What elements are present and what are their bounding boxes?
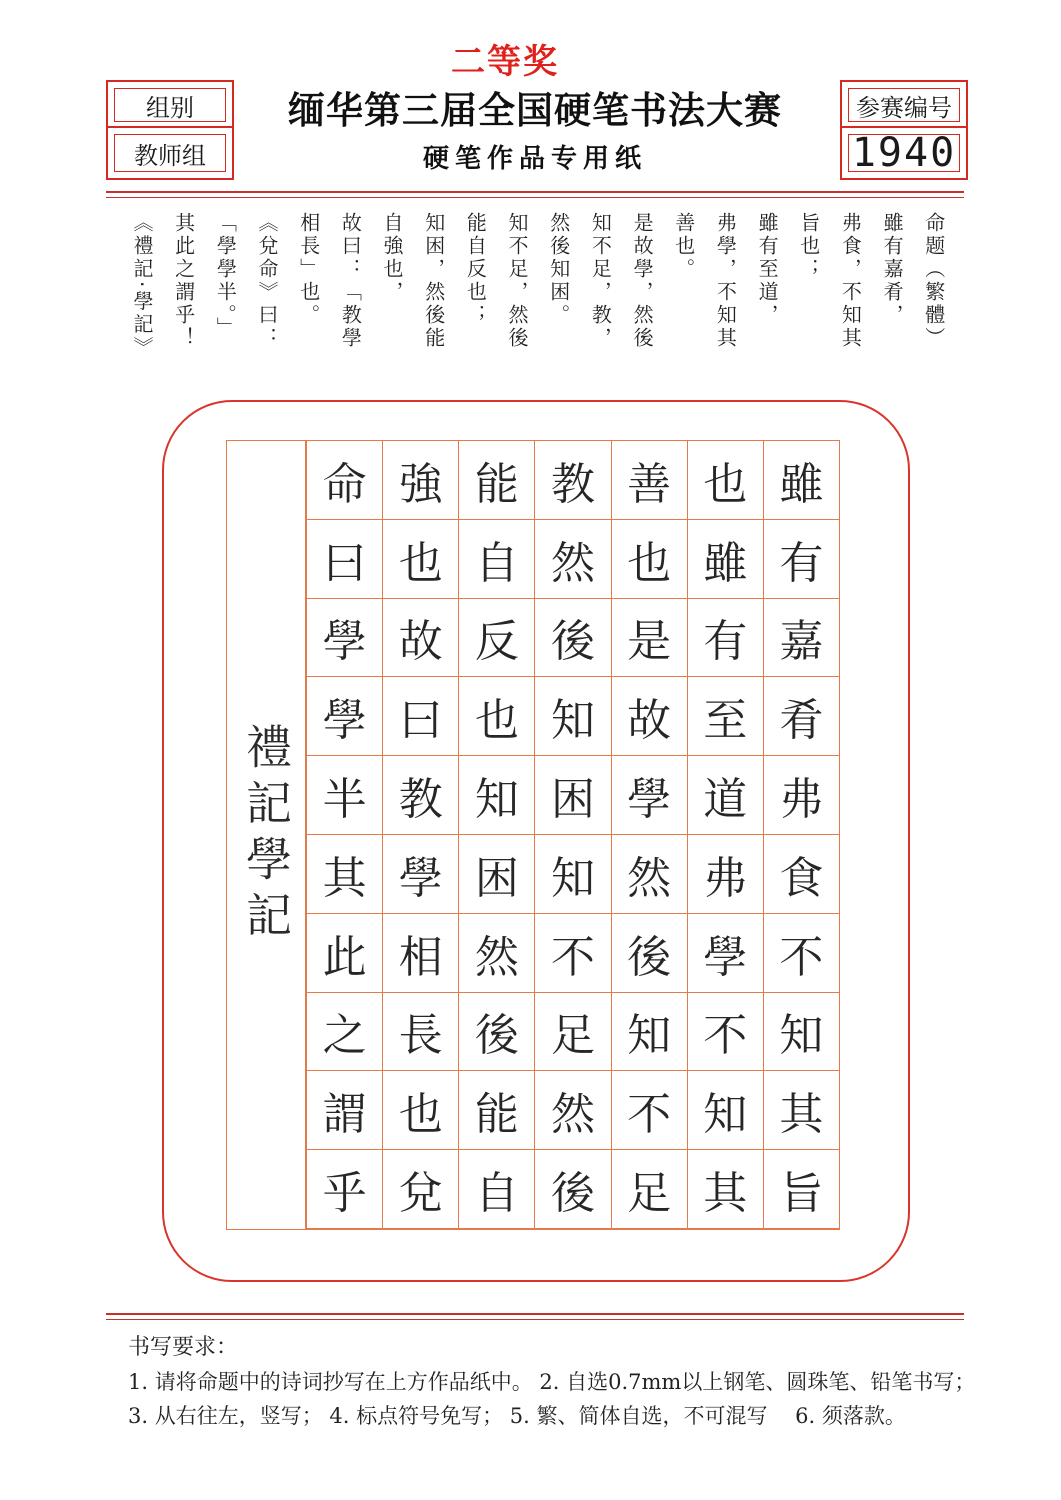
grid-cell: 不 [611,1071,687,1150]
calligraphy-grid [306,441,839,1229]
grid-cell: 學 [611,756,687,835]
grid-cell: 後 [534,599,610,678]
grid-cell: 然 [458,914,534,993]
header-rule-thin [106,197,964,198]
grid-cell: 能 [458,1071,534,1150]
prompt-column: 《禮記·學記》 [130,212,154,360]
grid-cell: 有 [687,599,763,678]
grid-cell: 學 [382,835,458,914]
footer-rule-thin [106,1319,964,1320]
grid-cell: 弗 [687,835,763,914]
prompt-column: 故曰：「教學 [338,212,363,350]
prompt-column: 然後知困。 [546,212,571,327]
grid-cell: 嘉 [763,599,839,678]
grid-cell: 學 [306,677,382,756]
grid-cell: 學 [687,914,763,993]
grid-cell: 相 [382,914,458,993]
grid-cell: 至 [687,677,763,756]
grid-cell: 弗 [763,756,839,835]
grid-cell: 其 [763,1071,839,1150]
grid-cell: 教 [382,756,458,835]
prompt-column: 知困，然後能 [421,212,446,350]
grid-cell: 道 [687,756,763,835]
grid-cell: 困 [458,835,534,914]
grid-cell: 乎 [306,1150,382,1229]
grid-cell: 食 [763,835,839,914]
prompt-text [128,212,948,392]
grid-cell: 故 [382,599,458,678]
grid-cell: 也 [611,520,687,599]
grid-cell: 也 [382,520,458,599]
requirements-line-2: 3. 从右往左，竖写； 4. 标点符号免写； 5. 繁、简体自选，不可混写 6. 须落款。 [128,1404,906,1428]
prompt-column: 「學學半。」 [213,212,238,340]
grid-cell: 雖 [763,441,839,520]
prompt-column: 命题（繁體） [921,212,946,350]
requirements-line-1: 1. 请将命题中的诗词抄写在上方作品纸中。 2. 自选0.7mm以上钢笔、圆珠笔、铅笔书写； [128,1370,976,1394]
contest-title: 缅华第三届全国硬笔书法大赛 [288,88,782,132]
grid-cell: 曰 [306,520,382,599]
grid-cell: 後 [458,993,534,1072]
prompt-column: 弗學，不知其 [713,212,738,350]
grid-cell: 也 [382,1071,458,1150]
signature-column [227,441,306,1229]
entry-number-box [840,126,968,180]
prompt-column: 雖有嘉肴， [880,212,905,327]
group-label-box [106,80,234,130]
grid-cell: 旨 [763,1150,839,1229]
header-rule-thick [106,191,964,193]
grid-cell: 知 [611,993,687,1072]
prompt-column: 弗食，不知其 [838,212,863,350]
group-value-box [106,126,234,180]
requirements-title: 书写要求： [128,1335,239,1360]
grid-cell: 反 [458,599,534,678]
prompt-column: 相長」也。 [296,212,321,327]
grid-cell: 知 [458,756,534,835]
grid-cell: 是 [611,599,687,678]
group-label: 组别 [146,93,194,122]
prompt-column: 旨也； [796,212,821,281]
grid-cell: 此 [306,914,382,993]
grid-cell: 能 [458,441,534,520]
grid-cell: 足 [611,1150,687,1229]
grid-cell: 有 [763,520,839,599]
grid-cell: 不 [534,914,610,993]
grid-cell: 自 [458,520,534,599]
grid-cell: 後 [534,1150,610,1229]
grid-cell: 然 [534,520,610,599]
grid-cell: 足 [534,993,610,1072]
writing-grid [226,440,840,1230]
group-value: 教师组 [134,141,206,170]
prompt-column: 其此之謂乎！ [171,212,196,350]
grid-cell: 兌 [382,1150,458,1229]
grid-cell: 肴 [763,677,839,756]
grid-cell: 謂 [306,1071,382,1150]
prompt-column: 知不足，然後 [505,212,530,350]
prompt-column: 善也。 [671,212,696,281]
grid-cell: 善 [611,441,687,520]
grid-cell: 學 [306,599,382,678]
prompt-column: 能自反也； [463,212,488,327]
grid-cell: 知 [763,993,839,1072]
grid-cell: 長 [382,993,458,1072]
grid-cell: 知 [534,677,610,756]
grid-cell: 然 [611,835,687,914]
grid-cell: 自 [458,1150,534,1229]
grid-cell: 雖 [687,520,763,599]
prompt-column: 雖有至道， [755,212,780,327]
entry-label-box [840,80,968,130]
grid-cell: 命 [306,441,382,520]
grid-cell: 困 [534,756,610,835]
award-label: 二等奖 [451,42,559,82]
grid-cell: 半 [306,756,382,835]
grid-cell: 不 [687,993,763,1072]
footer-rule-thick [106,1313,964,1315]
signature-text: 禮記學記 [239,723,293,947]
prompt-column: 自強也， [380,212,405,304]
entry-label: 参赛编号 [856,93,952,122]
grid-cell: 知 [534,835,610,914]
entry-number: 1940 [851,130,957,176]
grid-cell: 故 [611,677,687,756]
grid-cell: 曰 [382,677,458,756]
grid-cell: 之 [306,993,382,1072]
grid-cell: 其 [306,835,382,914]
grid-cell: 知 [687,1071,763,1150]
grid-cell: 強 [382,441,458,520]
grid-cell: 教 [534,441,610,520]
grid-cell: 也 [458,677,534,756]
paper-subtitle: 硬笔作品专用纸 [422,144,647,174]
prompt-column: 是故學，然後 [630,212,655,350]
grid-cell: 不 [763,914,839,993]
grid-cell: 其 [687,1150,763,1229]
grid-cell: 也 [687,441,763,520]
grid-cell: 然 [534,1071,610,1150]
grid-cell: 後 [611,914,687,993]
prompt-column: 知不足，教， [588,212,613,350]
prompt-column: 《兌命》曰： [255,212,280,350]
